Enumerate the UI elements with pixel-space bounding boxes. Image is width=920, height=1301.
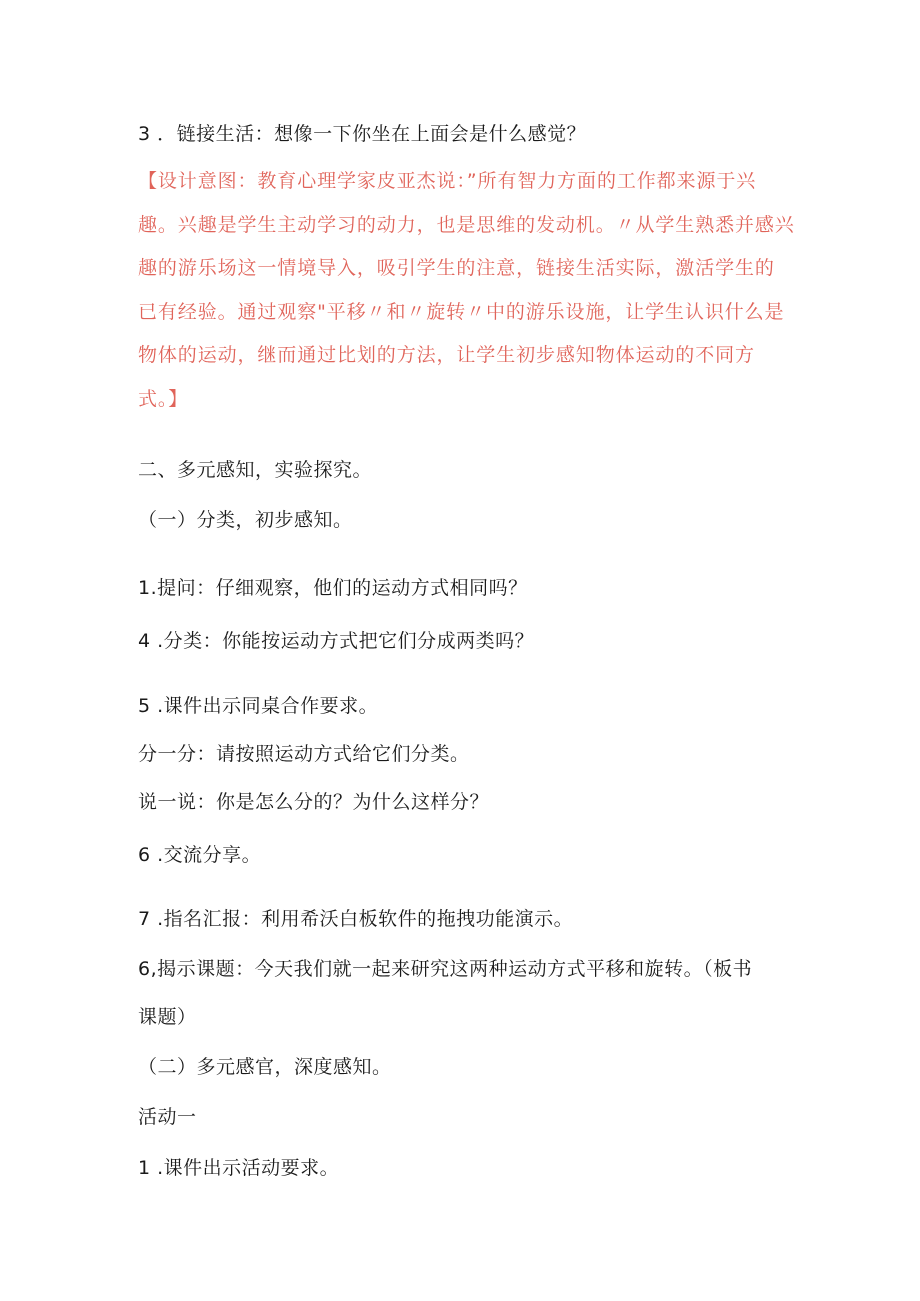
item-6-reveal-topic: 6,揭示课题：今天我们就一起来研究这两种运动方式平移和旋转。（板书 <box>138 958 753 980</box>
item-3-link-life: 3 ．链接生活：想像一下你坐在上面会是什么感觉？ <box>138 123 587 145</box>
item-7-report: 7 .指名汇报：利用希沃白板软件的拖拽功能演示。 <box>138 908 574 930</box>
item-6-reveal-topic-cont: 课题） <box>138 1006 197 1028</box>
design-intent-line: 物体的运动，继而通过比划的方法，让学生初步感知物体运动的不同方 <box>138 344 755 366</box>
design-intent-line: 式。】 <box>138 387 189 410</box>
subsection-2-heading: （二）多元感官，深度感知。 <box>138 1056 392 1078</box>
subsection-1-heading: （一）分类，初步感知。 <box>138 509 353 531</box>
design-intent-line: 已有经验。通过观察"平移〃和〃旋转〃中的游乐设施，让学生认识什么是 <box>138 300 785 323</box>
say-line: 说一说：你是怎么分的？为什么这样分？ <box>138 791 490 813</box>
item-5-requirements: 5 .课件出示同桌合作要求。 <box>138 695 379 717</box>
activity-item-1: 1 .课件出示活动要求。 <box>138 1157 340 1179</box>
design-intent-block <box>138 160 795 421</box>
divide-line: 分一分：请按照运动方式给它们分类。 <box>138 743 470 765</box>
section-2-heading: 二、多元感知，实验探究。 <box>138 459 373 481</box>
item-4-classify: 4 .分类：你能按运动方式把它们分成两类吗？ <box>138 630 535 652</box>
design-intent-line: 【设计意图：教育心理学家皮亚杰说：”所有智力方面的工作都来源于兴 <box>138 170 757 192</box>
activity-one-heading: 活动一 <box>138 1106 197 1128</box>
item-1-question: 1.提问：仔细观察，他们的运动方式相同吗？ <box>138 577 528 599</box>
design-intent-line: 趣的游乐场这一情境导入，吸引学生的注意，链接生活实际，激活学生的 <box>138 257 775 279</box>
item-6-share: 6 .交流分享。 <box>138 844 262 866</box>
design-intent-line: 趣。兴趣是学生主动学习的动力，也是思维的发动机。〃从学生熟悉并感兴 <box>138 213 795 236</box>
